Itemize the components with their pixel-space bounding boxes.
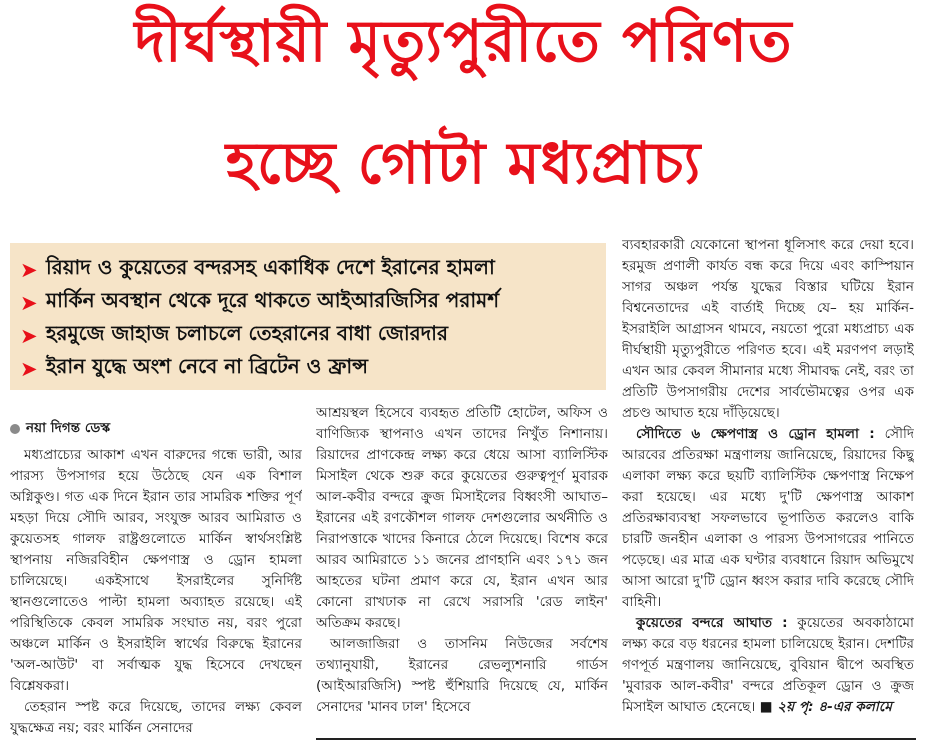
paragraph: আলজাজিরা ও তাসনিম নিউজের সর্বশেষ তথ্যানুযায়ী, ইরানের রেভল্যুশনারি গার্ডস (আইআরজিসি) স্পষ্ট হুঁশিয়ারি দিয়েছে যে, মার্কিন সেনাদের 'মানব ঢাল' হিসেবে — [316, 636, 608, 715]
highlight-item — [20, 319, 598, 352]
subsection — [622, 424, 914, 613]
highlight-item — [20, 253, 598, 286]
highlights-box — [10, 243, 606, 390]
highlight-item — [20, 286, 598, 319]
article-column-3 — [622, 235, 914, 735]
highlight-text: ইরান যুদ্ধে অংশ নেবে না ব্রিটেন ও ফ্রান্স — [46, 354, 368, 378]
paragraph: মধ্যপ্রাচ্যের আকাশ এখন বারুদের গন্ধে ভারী, আর পারস্য উপসাগর হয়ে উঠেছে যেন এক বিশাল অগ্নিকুণ্ড। গত এক দিনে ইরান তার সামরিক শক্তির পূর্ণ মহড়া দিয়ে সৌদি আরব, সংযুক্ত আরব আমিরাত ও কুয়েতসহ গালফ রাষ্ট্রগুলোতে মার্কিন স্বার্থসংশ্লিষ্ট স্থাপনায় নজিরবিহীন ক্ষেপণাস্ত্র ও ড্রোন হামলা চালিয়েছে। একইসাথে ইসরাইলের সুনির্দিষ্ট স্থানগুলোতেও পাল্টা হামলা অব্যাহত রয়েছে। এই পরিস্থিতিকে কেবল সামরিক সংঘাত নয়, বরং পুরো অঞ্চলে মার্কিন ও ইসরাইলি স্বার্থের বিরুদ্ধে ইরানের 'অল-আউট' বা সর্বাত্মক যুদ্ধ হিসেবে দেখছেন বিশ্লেষকরা। — [10, 447, 302, 694]
byline — [10, 418, 302, 439]
subheading: কুয়েতের বন্দরে আঘাত : — [636, 615, 788, 631]
byline-text: নয়া দিগন্ত ডেস্ক — [26, 420, 111, 436]
paragraph: তেহরান স্পষ্ট করে দিয়েছে, তাদের লক্ষ্য কেবল যুদ্ধক্ষেত্র নয়; বরং মার্কিন সেনাদের — [10, 699, 302, 736]
continued-note: ■ ২য় পৃ: ৪-এর কলামে — [759, 699, 892, 715]
arrow-icon: ➤ — [20, 356, 38, 381]
bullet-icon — [10, 424, 20, 434]
highlight-text: রিয়াদ ও কুয়েতের বন্দরসহ একাধিক দেশে ইরানের হামলা — [46, 255, 495, 279]
article-column-1 — [10, 418, 302, 742]
arrow-icon: ➤ — [20, 290, 38, 315]
bottom-rule — [316, 738, 916, 740]
paragraph: আশ্রয়স্থল হিসেবে ব্যবহৃত প্রতিটি হোটেল, অফিস ও বাণিজ্যিক স্থাপনাও এখন তাদের নিখুঁত নিশানায়। রিয়াদের প্রাণকেন্দ্র লক্ষ্য করে ধেয়ে আসা ব্যালিস্টিক মিসাইল থেকে শুরু করে কুয়েতের গুরুত্বপূর্ণ মুবারক আল-কবীর বন্দরে ক্রুজ মিসাইলের বিধ্বংসী আঘাত– ইরানের এই রণকৌশল গালফ দেশগুলোর অর্থনীতি ও নিরাপত্তাকে খাদের কিনারে ঠেলে দিয়েছে। বিশেষ করে আরব আমিরাতে ১১ জনের প্রাণহানি এবং ১৭১ জন আহতের ঘটনা প্রমাণ করে যে, ইরান এখন আর কোনো রাখঢাক না রেখে সরাসরি 'রেড লাইন' অতিক্রম করছে। — [316, 405, 608, 631]
paragraph-text: সৌদি আরবের প্রতিরক্ষা মন্ত্রণালয় জানিয়েছে, রিয়াদের কিছু এলাকা লক্ষ্য করে ছয়টি ব্যালিস্টিক ক্ষেপণাস্ত্র নিক্ষেপ করা হয়েছে। এর মধ্যে দু'টি ক্ষেপণাস্ত্র আকাশ প্রতিরক্ষাব্যবস্থা সফলভাবে ভূপাতিত করলেও বাকি চারটি জনহীন এলাকা ও পারস্য উপসাগরের পানিতে পড়েছে। এর মাত্র এক ঘণ্টার ব্যবধানে রিয়াদ অভিমুখে আসা আরো দু'টি ড্রোন ধ্বংস করার দাবি করেছে সৌদি বাহিনী। — [622, 426, 914, 610]
highlight-item — [20, 352, 598, 385]
highlight-text: হরমুজে জাহাজ চলাচলে তেহরানের বাধা জোরদার — [46, 321, 448, 345]
arrow-icon: ➤ — [20, 323, 38, 348]
subheading: সৌদিতে ৬ ক্ষেপণাস্ত্র ও ড্রোন হামলা : — [636, 426, 875, 442]
headline-line-2: হচ্ছে গোটা মধ্যপ্রাচ্য — [225, 129, 702, 197]
arrow-icon: ➤ — [20, 257, 38, 282]
paragraph: ব্যবহারকারী যেকোনো স্থাপনা ধূলিসাৎ করে দেয়া হবে। হরমুজ প্রণালী কার্যত বন্ধ করে দিয়ে এবং কাস্পিয়ান সাগর অঞ্চল পর্যন্ত যুদ্ধের বিস্তার ঘটিয়ে ইরান বিশ্বনেতাদের এই বার্তাই দিচ্ছে যে– হয় মার্কিন-ইসরাইলি আগ্রাসন থামবে, নয়তো পুরো মধ্যপ্রাচ্য এক দীর্ঘস্থায়ী মৃত্যুপুরীতে পরিণত হবে। এই মরণপণ লড়াই এখন আর কেবল সীমানার মধ্যে সীমাবদ্ধ নেই, বরং তা প্রতিটি উপসাগরীয় দেশের সার্বভৌমত্বের ওপর এক প্রচণ্ড আঘাত হয়ে দাঁড়িয়েছে। — [622, 237, 914, 421]
article-column-2 — [316, 403, 608, 723]
subsection — [622, 613, 914, 718]
paragraph-text: কুয়েতের অবকাঠামো লক্ষ্য করে বড় ধরনের হামলা চালিয়েছে ইরান। দেশটির গণপূর্ত মন্ত্রণালয় জানিয়েছে, বুবিয়ান দ্বীপে অবস্থিত 'মুবারক আল-কবীর' বন্দরে প্রতিকূল ড্রোন ও ক্রুজ মিসাইল আঘাত হেনেছে। — [622, 615, 914, 715]
highlight-text: মার্কিন অবস্থান থেকে দূরে থাকতে আইআরজিসির পরামর্শ — [46, 288, 500, 312]
headline-line-1: দীর্ঘস্থায়ী মৃত্যুপুরীতে পরিণত — [134, 7, 793, 75]
